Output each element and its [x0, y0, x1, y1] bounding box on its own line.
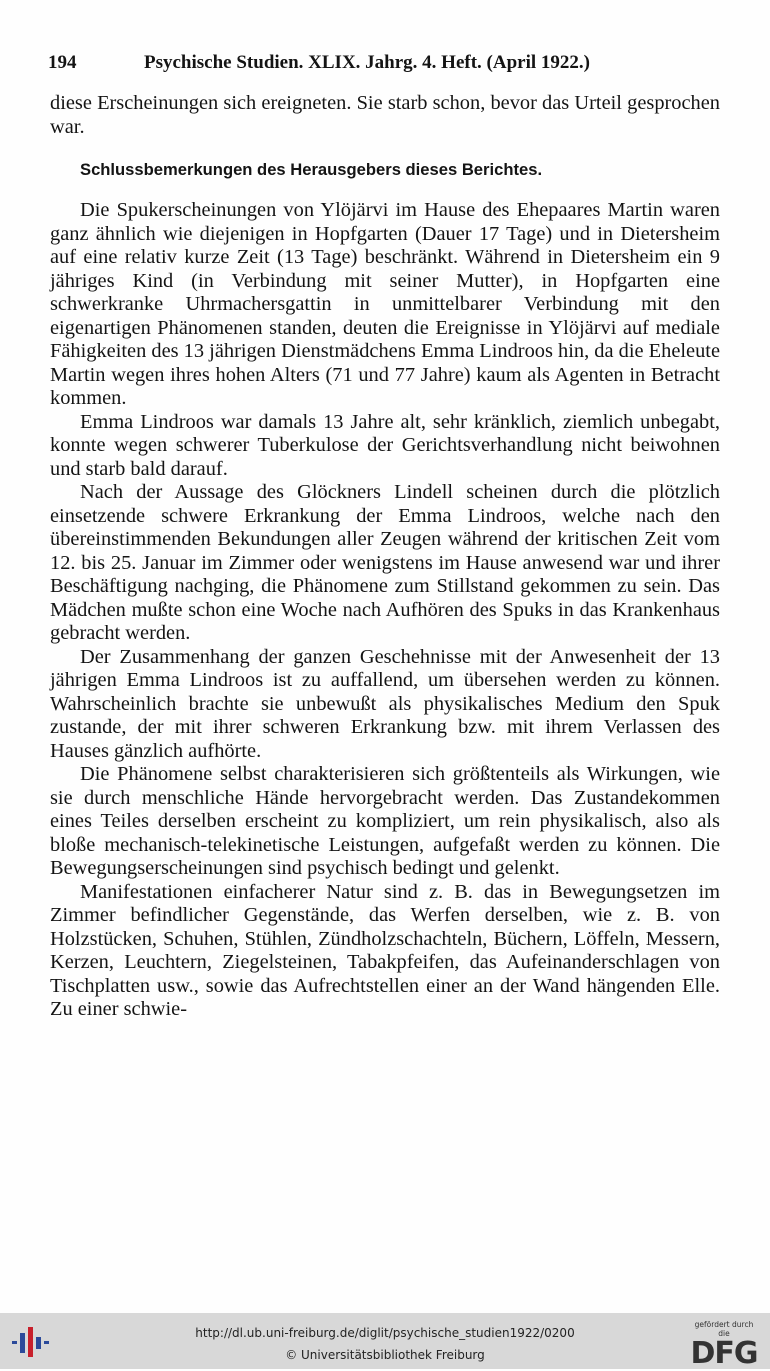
page-url-link[interactable]: http://dl.ub.uni-freiburg.de/diglit/psychische_studien1922/0200 — [195, 1326, 575, 1340]
paragraph-4: Der Zusammenhang der ganzen Geschehnisse mit der Anwesenheit der 13 jährigen Emma Lindroos ist zu auffallend, um übersehen werden zu können. Wahrscheinlich brachte sie unbewußt als physikalisches Medium den Spuk zustande, der mit ihrer schweren Erkrankung bzw. mit ihrem Verlassen des Hauses gänzlich aufhörte. — [50, 645, 720, 762]
paragraph-1: Die Spukerscheinungen von Ylöjärvi im Hause des Ehepaares Martin waren ganz ähnlich wie diejenigen in Hopfgarten (Dauer 17 Tage) und in Dietersheim auf eine relativ kurze Zeit (13 Tage) beschränkt. Während in Dietersheim ein 9 jähriges Kind (in Verbindung mit seiner Mutter), in Hopfgarten eine schwerkranke Uhrmachersgattin in unmittelbarer Verbindung mit den eigenartigen Phänomenen standen, deuten die Ereignisse in Ylöjärvi auf mediale Fähigkeiten des 13 jährigen Dienstmädchens Emma Lindroos hin, da die Eheleute Martin wegen ihres hohen Alters (71 und 77 Jahre) kaum als Agenten in Betracht kommen. — [50, 199, 720, 409]
dfg-logo-text: DFG — [690, 1336, 758, 1371]
intro-text: diese Erscheinungen sich ereigneten. Sie starb schon, bevor das Urteil gesprochen war. — [50, 92, 720, 138]
section-heading: Schlussbemerkungen des Herausgebers dieses Berichtes. — [80, 160, 543, 179]
paragraph-3: Nach der Aussage des Glöckners Lindell scheinen durch die plötzlich einsetzende schwere Erkrankung der Emma Lindroos, welche nach den übereinstimmenden Bekundungen aller Zeugen während der kritischen Zeit vom 12. bis 25. Januar im Zimmer oder wenigstens im Hause anwesend war und ihrer Beschäftigung nachging, die Phänomene zum Stillstand gekommen zu sein. Das Mädchen mußte schon eine Woche nach Aufhören des Spuks in das Krankenhaus gebracht werden. — [50, 481, 720, 644]
viewer-footer — [0, 1313, 770, 1369]
journal-header-title: Psychische Studien. XLIX. Jahrg. 4. Heft. (April 1922.) — [144, 52, 590, 73]
paragraph-6: Manifestationen einfacherer Natur sind z. B. das in Bewegungsetzen im Zimmer befindlicher Gegenstände, das Werfen derselben, wie z. B. von Holzstücken, Schuhen, Stühlen, Zündholzschachteln, Büchern, Löffeln, Messern, Kerzen, Leuchtern, Ziegelsteinen, Tabakpfeifen, das Aufeinanderschlagen von Tischplatten usw., sowie das Aufrechtstellen einer an der Wand hängenden Elle. Zu einer schwie- — [50, 880, 720, 1020]
paragraph-2: Emma Lindroos war damals 13 Jahre alt, sehr kränklich, ziemlich unbegabt, konnte wegen schwerer Tuberkulose der Gerichtsverhandlung nicht beiwohnen und starb bald darauf. — [50, 410, 720, 480]
copyright-notice: © Universitätsbibliothek Freiburg — [285, 1348, 485, 1362]
dfg-logo — [688, 1320, 760, 1371]
paragraph-5: Die Phänomene selbst charakterisieren sich größtenteils als Wirkungen, wie sie durch menschliche Hände hervorgebracht werden. Das Zustandekommen eines Teiles derselben erscheint zu kompliziert, um rein physikalisch, also als bloße mechanisch-telekinetische Leistungen, aufgefaßt werden zu können. Die Bewegungserscheinungen sind psychisch bedingt und gelenkt. — [50, 763, 720, 879]
page-number: 194 — [48, 52, 77, 73]
continued-paragraph — [50, 92, 720, 139]
funder-note: gefördert durch die — [694, 1320, 754, 1338]
running-header — [44, 52, 724, 78]
body-text — [50, 199, 720, 1022]
